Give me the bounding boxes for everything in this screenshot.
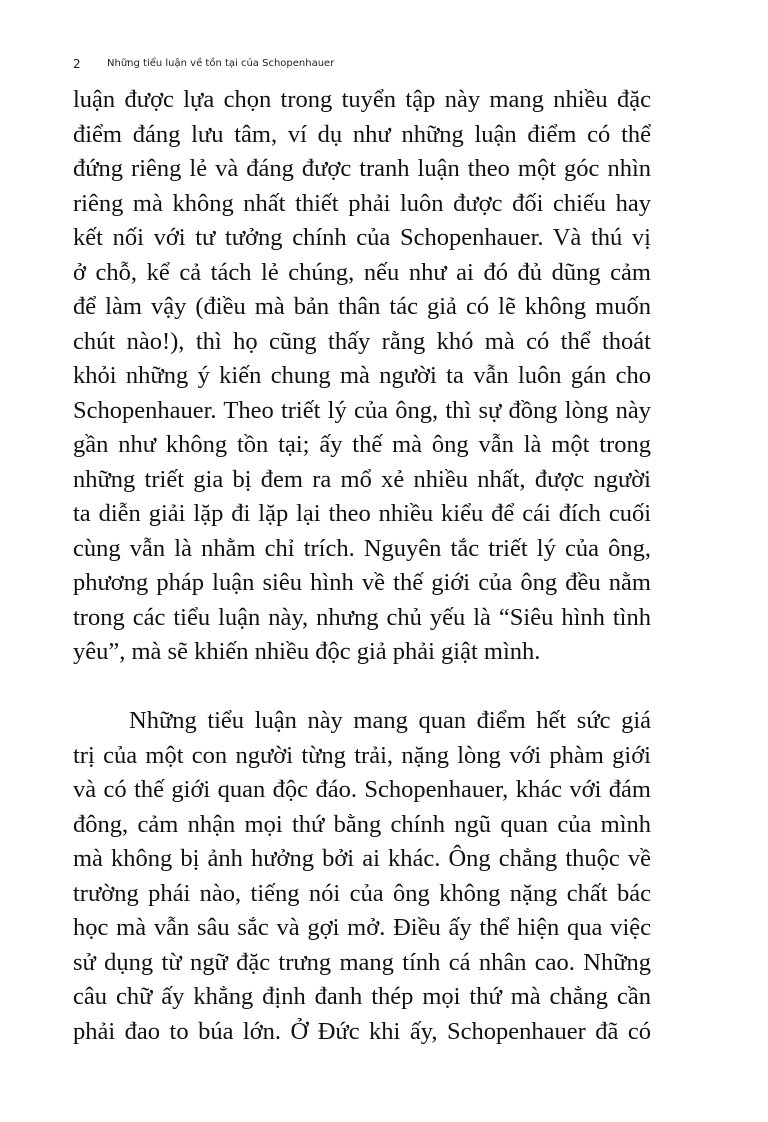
text-line: chút nào!), thì họ cũng thấy rằng khó mà có thể thoát (73, 327, 651, 355)
text-line: trường phái nào, tiếng nói của ông không nặng chất bác (73, 879, 651, 907)
running-title: Những tiểu luận về tồn tại của Schopenhauer (107, 58, 335, 69)
text-line: để làm vậy (điều mà bản thân tác giả có lẽ không muốn (73, 293, 651, 320)
text-line: học mà vẫn sâu sắc và gợi mở. Điều ấy thể hiện qua việc (73, 914, 651, 941)
text-line: câu chữ ấy khẳng định đanh thép mọi thứ mà chẳng cần (73, 983, 651, 1010)
text-line: đông, cảm nhận mọi thứ bằng chính ngũ quan của mình (73, 810, 651, 838)
text-line: điểm đáng lưu tâm, ví dụ như những luận điểm có thể (73, 120, 651, 148)
text-line: cùng vẫn là nhằm chỉ trích. Nguyên tắc triết lý của ông, (73, 534, 651, 562)
text-line: trong các tiểu luận này, nhưng chủ yếu là “Siêu hình tình (73, 603, 651, 631)
text-line: Schopenhauer. Theo triết lý của ông, thì sự đồng lòng này (73, 396, 651, 424)
text-line: ở chỗ, kể cả tách lẻ chúng, nếu như ai đó đủ dũng cảm (73, 258, 651, 286)
text-line: trị của một con người từng trải, nặng lòng với phàm giới (73, 741, 651, 769)
text-line: mà không bị ảnh hưởng bởi ai khác. Ông chẳng thuộc về (73, 845, 651, 872)
paragraph-1 (73, 83, 651, 670)
text-line: gần như không tồn tại; ấy thế mà ông vẫn là một trong (73, 431, 651, 458)
text-line: kết nối với tư tưởng chính của Schopenhauer. Và thú vị (73, 224, 651, 251)
text-line: Những tiểu luận này mang quan điểm hết sức giá (129, 707, 651, 734)
text-line: và có thế giới quan độc đáo. Schopenhauer, khác với đám (73, 776, 651, 803)
page-number: 2 (73, 57, 81, 71)
text-line: yêu”, mà sẽ khiến nhiều độc giả phải giật mình. (73, 638, 541, 665)
text-line: sử dụng từ ngữ đặc trưng mang tính cá nhân cao. Những (73, 948, 651, 976)
text-line: riêng mà không nhất thiết phải luôn được đối chiếu hay (73, 189, 651, 217)
text-line: ta diễn giải lặp đi lặp lại theo nhiều kiểu để cái đích cuối (73, 500, 651, 527)
text-line: phải đao to búa lớn. Ở Đức khi ấy, Schopenhauer đã có (73, 1017, 651, 1045)
text-line: đứng riêng lẻ và đáng được tranh luận theo một góc nhìn (73, 155, 651, 182)
text-line: luận được lựa chọn trong tuyển tập này mang nhiều đặc (73, 86, 651, 113)
text-line: những triết gia bị đem ra mổ xẻ nhiều nhất, được người (73, 465, 651, 493)
paragraph-2 (73, 704, 651, 1049)
page-body (73, 83, 651, 1084)
text-line: phương pháp luận siêu hình về thế giới của ông đều nằm (73, 569, 651, 596)
text-line: khỏi những ý kiến chung mà người ta vẫn luôn gán cho (73, 362, 651, 389)
